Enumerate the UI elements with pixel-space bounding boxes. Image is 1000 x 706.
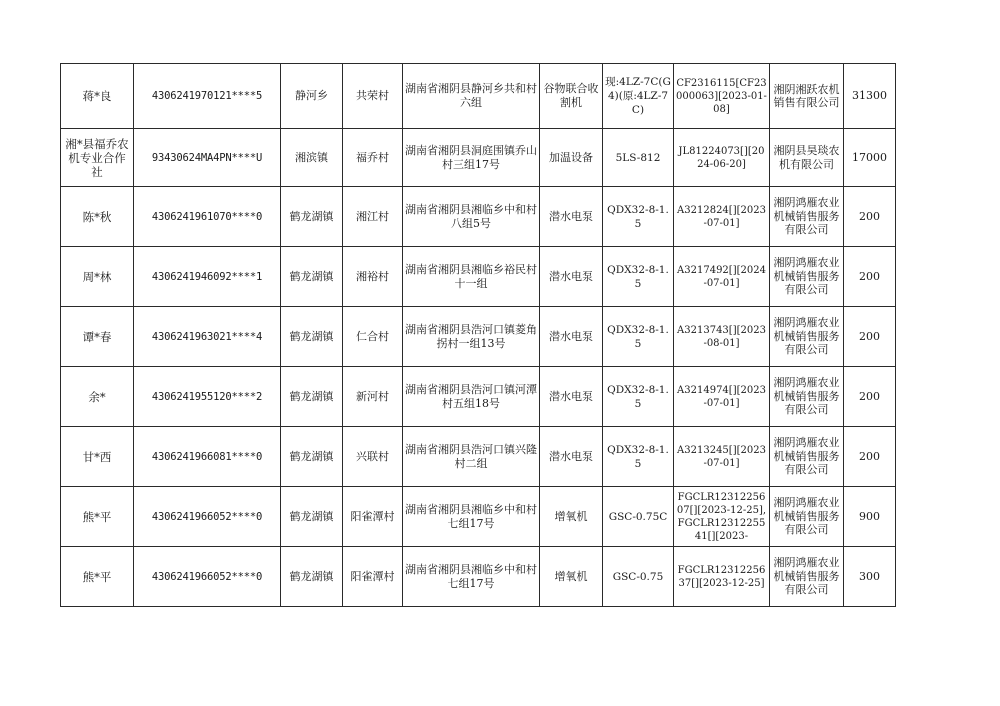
serial-number: A3214974[][2023-07-01] bbox=[674, 367, 770, 427]
dealer: 湘阴湘跃农机销售有限公司 bbox=[770, 64, 844, 129]
id-number: 93430624MA4PN****U bbox=[134, 129, 281, 187]
table-row bbox=[61, 307, 896, 367]
id-number: 4306241955120****2 bbox=[134, 367, 281, 427]
subsidy-amount: 17000 bbox=[844, 129, 896, 187]
address: 湖南省湘阴县浩河口镇河潭村五组18号 bbox=[403, 367, 540, 427]
table-row bbox=[61, 427, 896, 487]
id-number: 4306241963021****4 bbox=[134, 307, 281, 367]
machine-item: 潜水电泵 bbox=[540, 427, 603, 487]
dealer: 湘阴县昊琰农机有限公司 bbox=[770, 129, 844, 187]
machine-model: QDX32-8-1.5 bbox=[603, 307, 674, 367]
serial-number: FGCLR1231225607[][2023-12-25],FGCLR1231225541[][2023- bbox=[674, 487, 770, 547]
machine-item: 加温设备 bbox=[540, 129, 603, 187]
address: 湖南省湘阴县浩河口镇菱角拐村一组13号 bbox=[403, 307, 540, 367]
dealer: 湘阴鸿雁农业机械销售服务有限公司 bbox=[770, 187, 844, 247]
serial-number: JL81224073[][2024-06-20] bbox=[674, 129, 770, 187]
subsidy-amount: 300 bbox=[844, 547, 896, 607]
dealer: 湘阴鸿雁农业机械销售服务有限公司 bbox=[770, 307, 844, 367]
township: 鹤龙湖镇 bbox=[281, 487, 343, 547]
machine-item: 增氧机 bbox=[540, 487, 603, 547]
village: 阳雀潭村 bbox=[343, 487, 403, 547]
machine-model: 现:4LZ-7C(G4)(原:4LZ-7C) bbox=[603, 64, 674, 129]
machine-model: 5LS-812 bbox=[603, 129, 674, 187]
table-row bbox=[61, 367, 896, 427]
applicant-name: 蒋*良 bbox=[61, 64, 134, 129]
machine-model: QDX32-8-1.5 bbox=[603, 367, 674, 427]
machine-item: 潜水电泵 bbox=[540, 187, 603, 247]
applicant-name: 余* bbox=[61, 367, 134, 427]
township: 鹤龙湖镇 bbox=[281, 367, 343, 427]
village: 阳雀潭村 bbox=[343, 547, 403, 607]
village: 仁合村 bbox=[343, 307, 403, 367]
village: 新河村 bbox=[343, 367, 403, 427]
applicant-name: 陈*秋 bbox=[61, 187, 134, 247]
id-number: 4306241961070****0 bbox=[134, 187, 281, 247]
machine-model: GSC-0.75C bbox=[603, 487, 674, 547]
id-number: 4306241966052****0 bbox=[134, 547, 281, 607]
applicant-name: 熊*平 bbox=[61, 547, 134, 607]
serial-number: A3213245[][2023-07-01] bbox=[674, 427, 770, 487]
id-number: 4306241966052****0 bbox=[134, 487, 281, 547]
dealer: 湘阴鸿雁农业机械销售服务有限公司 bbox=[770, 247, 844, 307]
subsidy-amount: 31300 bbox=[844, 64, 896, 129]
applicant-name: 甘*西 bbox=[61, 427, 134, 487]
machine-item: 谷物联合收割机 bbox=[540, 64, 603, 129]
id-number: 4306241966081****0 bbox=[134, 427, 281, 487]
address: 湖南省湘阴县湘临乡裕民村十一组 bbox=[403, 247, 540, 307]
village: 湘裕村 bbox=[343, 247, 403, 307]
dealer: 湘阴鸿雁农业机械销售服务有限公司 bbox=[770, 487, 844, 547]
village: 兴联村 bbox=[343, 427, 403, 487]
applicant-name: 熊*平 bbox=[61, 487, 134, 547]
township: 鹤龙湖镇 bbox=[281, 427, 343, 487]
applicant-name: 周*林 bbox=[61, 247, 134, 307]
machine-item: 潜水电泵 bbox=[540, 367, 603, 427]
dealer: 湘阴鸿雁农业机械销售服务有限公司 bbox=[770, 547, 844, 607]
address: 湖南省湘阴县湘临乡中和村七组17号 bbox=[403, 487, 540, 547]
township: 鹤龙湖镇 bbox=[281, 187, 343, 247]
machine-item: 潜水电泵 bbox=[540, 307, 603, 367]
address: 湖南省湘阴县湘临乡中和村七组17号 bbox=[403, 547, 540, 607]
table-row bbox=[61, 547, 896, 607]
address: 湖南省湘阴县湘临乡中和村八组5号 bbox=[403, 187, 540, 247]
machine-model: QDX32-8-1.5 bbox=[603, 247, 674, 307]
table-row bbox=[61, 487, 896, 547]
table-row bbox=[61, 247, 896, 307]
id-number: 4306241970121****5 bbox=[134, 64, 281, 129]
subsidy-amount: 900 bbox=[844, 487, 896, 547]
serial-number: A3212824[][2023-07-01] bbox=[674, 187, 770, 247]
dealer: 湘阴鸿雁农业机械销售服务有限公司 bbox=[770, 427, 844, 487]
village: 福乔村 bbox=[343, 129, 403, 187]
serial-number: FGCLR1231225637[][2023-12-25] bbox=[674, 547, 770, 607]
machine-model: QDX32-8-1.5 bbox=[603, 187, 674, 247]
address: 湖南省湘阴县洞庭围镇乔山村三组17号 bbox=[403, 129, 540, 187]
serial-number: A3217492[][2024-07-01] bbox=[674, 247, 770, 307]
machine-model: QDX32-8-1.5 bbox=[603, 427, 674, 487]
village: 共荣村 bbox=[343, 64, 403, 129]
township: 鹤龙湖镇 bbox=[281, 247, 343, 307]
township: 鹤龙湖镇 bbox=[281, 547, 343, 607]
applicant-name: 湘*县福乔农机专业合作社 bbox=[61, 129, 134, 187]
subsidy-amount: 200 bbox=[844, 187, 896, 247]
address: 湖南省湘阴县静河乡共和村六组 bbox=[403, 64, 540, 129]
machine-item: 增氧机 bbox=[540, 547, 603, 607]
serial-number: A3213743[][2023-08-01] bbox=[674, 307, 770, 367]
subsidy-table bbox=[60, 63, 896, 607]
township: 湘滨镇 bbox=[281, 129, 343, 187]
id-number: 4306241946092****1 bbox=[134, 247, 281, 307]
address: 湖南省湘阴县浩河口镇兴隆村二组 bbox=[403, 427, 540, 487]
subsidy-amount: 200 bbox=[844, 247, 896, 307]
subsidy-amount: 200 bbox=[844, 427, 896, 487]
serial-number: CF2316115[CF23000063][2023-01-08] bbox=[674, 64, 770, 129]
village: 湘江村 bbox=[343, 187, 403, 247]
machine-model: GSC-0.75 bbox=[603, 547, 674, 607]
dealer: 湘阴鸿雁农业机械销售服务有限公司 bbox=[770, 367, 844, 427]
table-row bbox=[61, 129, 896, 187]
table-row bbox=[61, 64, 896, 129]
table-row bbox=[61, 187, 896, 247]
machine-item: 潜水电泵 bbox=[540, 247, 603, 307]
township: 静河乡 bbox=[281, 64, 343, 129]
subsidy-amount: 200 bbox=[844, 367, 896, 427]
township: 鹤龙湖镇 bbox=[281, 307, 343, 367]
subsidy-amount: 200 bbox=[844, 307, 896, 367]
applicant-name: 谭*春 bbox=[61, 307, 134, 367]
